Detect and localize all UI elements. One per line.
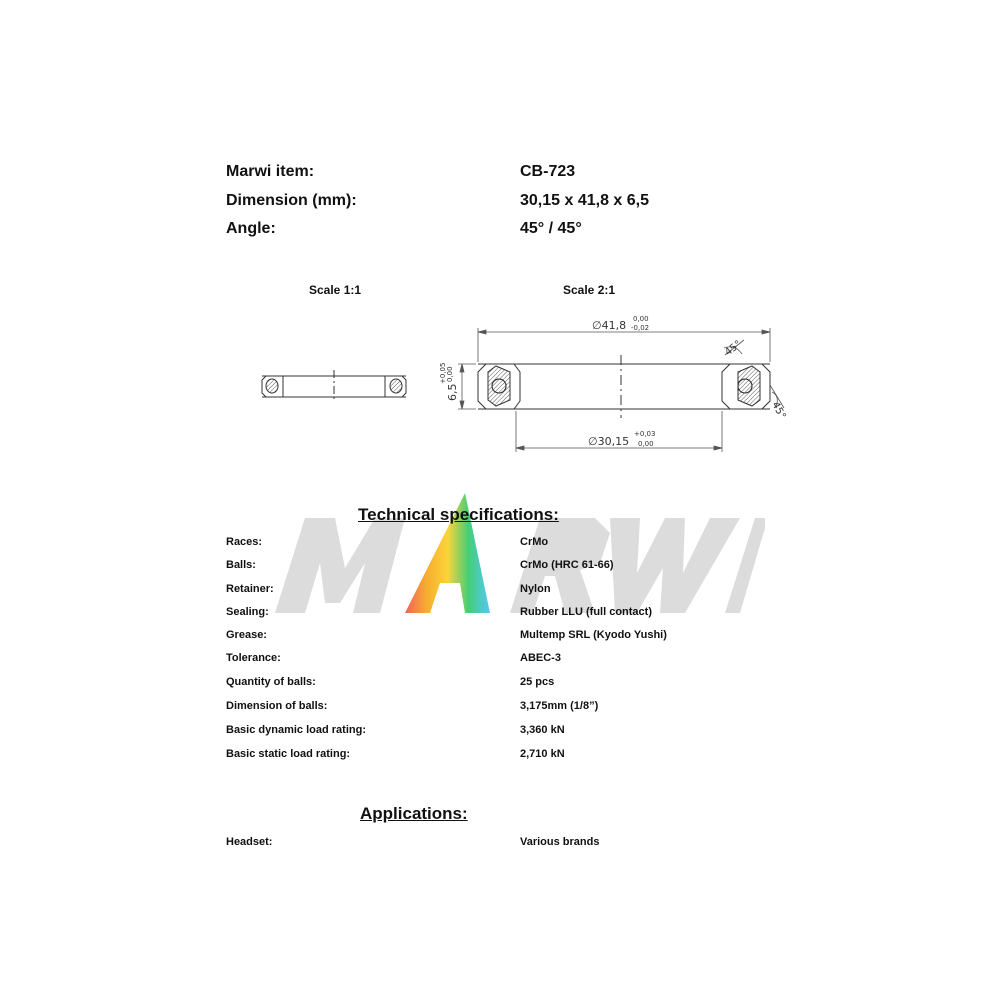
inner-diameter-text: ∅30,15 xyxy=(588,435,630,448)
outer-tolerance-lower: -0,02 xyxy=(631,324,650,332)
spec-label-grease: Grease: xyxy=(226,629,267,641)
application-label-headset: Headset: xyxy=(226,836,273,848)
outer-tolerance-upper: 0,00 xyxy=(633,315,649,323)
spec-label-quantity-of-balls: Quantity of balls: xyxy=(226,676,316,688)
scale-2-label: Scale 2:1 xyxy=(563,283,616,297)
marwi-item-value: CB-723 xyxy=(520,163,576,180)
angle-top-text: 45° xyxy=(723,338,744,359)
spec-label-races: Races: xyxy=(226,536,263,548)
dimension-value: 30,15 x 41,8 x 6,5 xyxy=(520,192,649,209)
spec-label-balls: Balls: xyxy=(226,559,256,571)
spec-label-dynamic-load: Basic dynamic load rating: xyxy=(226,724,366,736)
spec-label-retainer: Retainer: xyxy=(226,583,274,595)
dimension-label: Dimension (mm): xyxy=(226,192,357,209)
spec-label-static-load: Basic static load rating: xyxy=(226,748,351,760)
spec-value-grease: Multemp SRL (Kyodo Yushi) xyxy=(520,629,667,641)
spec-value-races: CrMo xyxy=(520,536,549,548)
angle-value: 45° / 45° xyxy=(520,220,582,237)
spec-value-retainer: Nylon xyxy=(520,583,551,595)
spec-value-sealing: Rubber LLU (full contact) xyxy=(520,606,652,618)
technical-specifications-title: Technical specifications: xyxy=(358,505,559,524)
height-text: 6,5 xyxy=(446,383,459,401)
application-value-headset: Various brands xyxy=(520,836,600,848)
height-tolerance-upper: +0,05 xyxy=(439,362,447,384)
scale-1-label: Scale 1:1 xyxy=(309,283,362,297)
spec-value-tolerance: ABEC-3 xyxy=(520,652,561,664)
spec-value-dimension-of-balls: 3,175mm (1/8”) xyxy=(520,700,599,712)
inner-tolerance-lower: 0,00 xyxy=(638,440,654,448)
angle-side-text: 45° xyxy=(769,400,788,422)
bearing-technical-drawing xyxy=(240,305,800,465)
spec-label-sealing: Sealing: xyxy=(226,606,269,618)
height-tolerance-lower: 0,00 xyxy=(446,366,454,382)
spec-value-quantity-of-balls: 25 pcs xyxy=(520,676,555,688)
spec-value-static-load: 2,710 kN xyxy=(520,748,565,760)
angle-label: Angle: xyxy=(226,220,276,237)
spec-value-dynamic-load: 3,360 kN xyxy=(520,724,565,736)
applications-title: Applications: xyxy=(360,804,468,823)
spec-label-dimension-of-balls: Dimension of balls: xyxy=(226,700,328,712)
outer-diameter-text: ∅41,8 xyxy=(592,319,627,332)
spec-label-tolerance: Tolerance: xyxy=(226,652,281,664)
marwi-item-label: Marwi item: xyxy=(226,163,315,180)
bearing-scale-2-view xyxy=(478,355,770,418)
spec-value-balls: CrMo (HRC 61-66) xyxy=(520,559,614,571)
inner-tolerance-upper: +0,03 xyxy=(634,430,656,438)
bearing-scale-1-view xyxy=(262,370,406,402)
